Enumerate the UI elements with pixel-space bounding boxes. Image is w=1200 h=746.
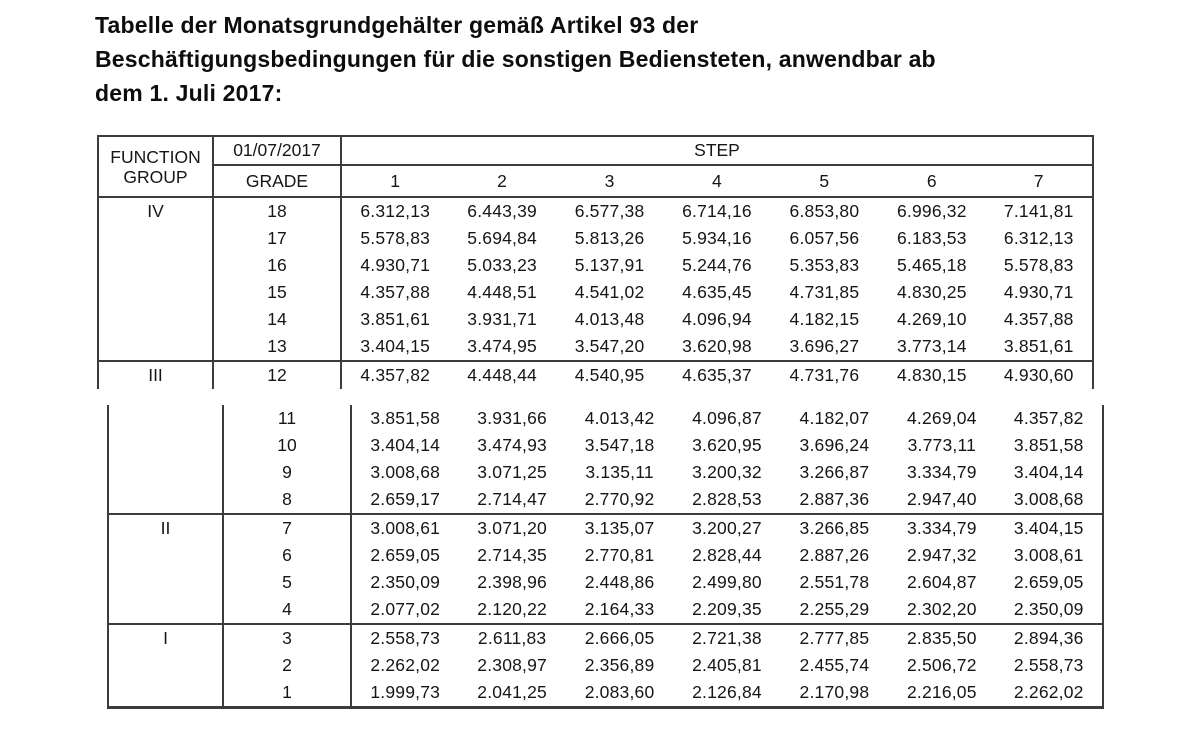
function-group-cell: [98, 306, 213, 333]
salary-cell: 3.200,32: [692, 462, 762, 482]
table-row: [98, 306, 1093, 333]
function-group-cell: [108, 679, 223, 708]
salary-cell: 3.200,27: [673, 514, 780, 542]
function-group-cell: [108, 405, 223, 432]
salary-cell: 2.262,02: [1013, 682, 1084, 702]
salary-cell: 3.474,93: [477, 435, 547, 455]
table-row: [108, 596, 1103, 624]
salary-cell: 2.455,74: [799, 655, 870, 675]
function-group-cell: [108, 596, 223, 624]
salary-cell: 4.830,25: [896, 282, 967, 302]
salary-cell: 3.404,15: [996, 514, 1103, 542]
table-row: [108, 405, 1103, 432]
grade-cell: 18: [213, 197, 341, 225]
function-group-cell: [108, 652, 223, 679]
step-header: STEP: [341, 136, 1093, 165]
salary-cell: 3.071,20: [458, 514, 565, 542]
grade-cell: 17: [213, 225, 341, 252]
salary-cell: 3.071,25: [477, 462, 547, 482]
step-6-header: 6: [878, 165, 985, 197]
salary-cell: 3.008,61: [1013, 545, 1084, 565]
salary-cell: 5.033,23: [467, 255, 537, 275]
salary-cell: 6.853,80: [789, 201, 860, 221]
salary-cell: 3.334,79: [888, 514, 995, 542]
salary-cell: 2.604,87: [906, 572, 977, 592]
grade-cell: 4: [223, 596, 351, 624]
salary-cell: 3.931,71: [467, 309, 537, 329]
salary-cell: 6.996,32: [896, 201, 967, 221]
step-2-header: 2: [448, 165, 555, 197]
salary-cell: 4.013,42: [584, 408, 655, 428]
grade-cell: 16: [213, 252, 341, 279]
salary-cell: 3.620,98: [682, 336, 752, 356]
salary-cell: 2.356,89: [584, 655, 655, 675]
function-group-line-2: GROUP: [123, 166, 188, 187]
salary-cell: 4.541,02: [574, 282, 645, 302]
salary-cell: 5.353,83: [789, 255, 860, 275]
salary-cell: 2.714,35: [477, 545, 547, 565]
grade-cell: 6: [223, 542, 351, 569]
grade-cell: 2: [223, 652, 351, 679]
function-group-cell: [108, 486, 223, 514]
salary-cell: 4.635,37: [663, 361, 770, 389]
grade-cell: 5: [223, 569, 351, 596]
date-header: 01/07/2017: [213, 136, 341, 165]
grade-header: GRADE: [213, 165, 341, 197]
salary-cell: 3.547,20: [574, 336, 645, 356]
table-row: [98, 333, 1093, 361]
salary-cell: 3.696,27: [789, 336, 860, 356]
salary-cell: 2.558,73: [1013, 655, 1084, 675]
salary-cell: 3.404,15: [360, 336, 431, 356]
salary-cell: 3.851,61: [360, 309, 431, 329]
salary-cell: 2.947,32: [906, 545, 977, 565]
salary-table-part-2: [107, 405, 1104, 709]
grade-cell: 12: [213, 361, 341, 389]
salary-cell: 3.135,11: [585, 462, 654, 482]
function-group-cell: I: [108, 624, 223, 652]
salary-cell: 4.357,82: [1013, 408, 1084, 428]
function-group-cell: [98, 333, 213, 361]
function-group-cell: [108, 459, 223, 486]
table-row: [108, 514, 1103, 542]
salary-cell: 2.558,73: [351, 624, 458, 652]
salary-cell: 3.008,68: [370, 462, 441, 482]
salary-table-part-1: [97, 135, 1094, 389]
salary-cell: 2.448,86: [584, 572, 655, 592]
salary-cell: 4.182,07: [799, 408, 870, 428]
grade-cell: 14: [213, 306, 341, 333]
salary-cell: 2.828,44: [692, 545, 762, 565]
salary-cell: 2.887,36: [799, 489, 870, 509]
header-row-1: [98, 136, 1093, 165]
function-group-header: [98, 136, 213, 197]
salary-cell: 2.506,72: [906, 655, 977, 675]
salary-cell: 4.830,15: [878, 361, 985, 389]
salary-cell: 6.443,39: [467, 201, 537, 221]
table-row: [108, 652, 1103, 679]
table-row: [108, 459, 1103, 486]
salary-cell: 2.659,05: [1013, 572, 1084, 592]
salary-cell: 2.216,05: [906, 682, 977, 702]
salary-cell: 2.714,47: [477, 489, 547, 509]
salary-cell: 4.731,85: [789, 282, 860, 302]
function-group-cell: II: [108, 514, 223, 542]
salary-cell: 3.851,61: [1003, 336, 1074, 356]
header-row-2: [98, 165, 1093, 197]
salary-cell: 4.448,51: [467, 282, 537, 302]
title-line-1: Tabelle der Monatsgrundgehälter gemäß Artikel 93 der: [95, 12, 699, 38]
salary-cell: 3.404,14: [1013, 462, 1084, 482]
grade-cell: 11: [223, 405, 351, 432]
salary-cell: 3.266,87: [799, 462, 870, 482]
grade-cell: 9: [223, 459, 351, 486]
salary-cell: 5.578,83: [360, 228, 431, 248]
salary-cell: 2.828,53: [692, 489, 762, 509]
salary-cell: 4.269,10: [896, 309, 967, 329]
salary-cell: 5.465,18: [896, 255, 967, 275]
salary-cell: 4.930,60: [986, 361, 1093, 389]
salary-cell: 2.262,02: [370, 655, 441, 675]
salary-cell: 4.182,15: [789, 309, 860, 329]
salary-cell: 4.448,44: [448, 361, 555, 389]
salary-cell: 2.835,50: [888, 624, 995, 652]
grade-cell: 15: [213, 279, 341, 306]
table-row: [108, 432, 1103, 459]
salary-cell: 2.350,09: [1013, 599, 1084, 619]
grade-cell: 13: [213, 333, 341, 361]
salary-cell: 3.135,07: [566, 514, 673, 542]
salary-cell: 7.141,81: [1003, 201, 1074, 221]
step-3-header: 3: [556, 165, 663, 197]
salary-cell: 2.120,22: [477, 599, 547, 619]
table-row: [108, 624, 1103, 652]
salary-cell: 6.057,56: [789, 228, 860, 248]
salary-cell: 4.635,45: [682, 282, 752, 302]
grade-cell: 10: [223, 432, 351, 459]
salary-cell: 6.714,16: [682, 201, 752, 221]
salary-cell: 2.611,83: [458, 624, 565, 652]
salary-cell: 2.350,09: [370, 572, 441, 592]
salary-cell: 4.930,71: [360, 255, 431, 275]
salary-cell: 2.551,78: [799, 572, 870, 592]
salary-cell: 3.773,14: [896, 336, 967, 356]
salary-cell: 2.170,98: [799, 682, 870, 702]
salary-cell: 2.887,26: [799, 545, 870, 565]
table-row: [98, 197, 1093, 225]
salary-cell: 5.244,76: [682, 255, 752, 275]
salary-cell: 2.126,84: [692, 682, 762, 702]
salary-table-part-2-body: [108, 405, 1103, 708]
salary-cell: 4.357,88: [360, 282, 431, 302]
salary-cell: 5.934,16: [682, 228, 752, 248]
salary-cell: 5.137,91: [574, 255, 645, 275]
salary-cell: 4.930,71: [1003, 282, 1074, 302]
salary-table-part-1-body: [98, 197, 1093, 389]
function-group-cell: [98, 279, 213, 306]
salary-cell: 2.777,85: [781, 624, 888, 652]
salary-cell: 2.894,36: [996, 624, 1103, 652]
salary-cell: 4.731,76: [771, 361, 878, 389]
grade-cell: 1: [223, 679, 351, 708]
function-group-cell: [108, 542, 223, 569]
salary-cell: 3.404,14: [370, 435, 441, 455]
salary-cell: 2.041,25: [477, 682, 547, 702]
function-group-cell: [108, 569, 223, 596]
salary-cell: 6.312,13: [360, 201, 431, 221]
salary-cell: 3.851,58: [1013, 435, 1084, 455]
salary-cell: 2.405,81: [692, 655, 762, 675]
title-line-3: dem 1. Juli 2017:: [95, 80, 283, 106]
salary-cell: 6.183,53: [896, 228, 967, 248]
salary-cell: 5.578,83: [1003, 255, 1074, 275]
salary-cell: 3.334,79: [906, 462, 977, 482]
salary-cell: 4.269,04: [906, 408, 977, 428]
function-group-line-1: FUNCTION: [110, 146, 201, 167]
salary-cell: 2.721,38: [673, 624, 780, 652]
salary-cell: 3.931,66: [477, 408, 547, 428]
salary-cell: 2.077,02: [370, 599, 441, 619]
function-group-cell: IV: [98, 197, 213, 225]
salary-cell: 1.999,73: [370, 682, 441, 702]
salary-cell: 2.666,05: [566, 624, 673, 652]
salary-cell: 2.302,20: [906, 599, 977, 619]
salary-cell: 3.773,11: [907, 435, 977, 455]
salary-cell: 3.008,68: [1013, 489, 1084, 509]
salary-cell: 3.696,24: [799, 435, 870, 455]
salary-cell: 3.474,95: [467, 336, 537, 356]
salary-cell: 3.266,85: [781, 514, 888, 542]
step-7-header: 7: [986, 165, 1093, 197]
document-title: [95, 8, 936, 110]
table-row: [108, 679, 1103, 708]
salary-cell: 4.013,48: [574, 309, 645, 329]
salary-cell: 5.694,84: [467, 228, 537, 248]
salary-cell: 5.813,26: [574, 228, 645, 248]
salary-cell: 4.540,95: [556, 361, 663, 389]
title-line-2: Beschäftigungsbedingungen für die sonstigen Bediensteten, anwendbar ab: [95, 46, 936, 72]
table-row: [108, 486, 1103, 514]
salary-cell: 2.499,80: [692, 572, 762, 592]
function-group-cell: [108, 432, 223, 459]
table-row: [98, 252, 1093, 279]
salary-cell: 2.659,17: [370, 489, 441, 509]
function-group-cell: [98, 225, 213, 252]
grade-cell: 8: [223, 486, 351, 514]
step-4-header: 4: [663, 165, 770, 197]
salary-cell: 2.659,05: [370, 545, 441, 565]
table-row: [98, 225, 1093, 252]
salary-cell: 6.312,13: [1003, 228, 1074, 248]
salary-cell: 6.577,38: [574, 201, 645, 221]
salary-cell: 2.255,29: [799, 599, 870, 619]
salary-cell: 3.851,58: [370, 408, 441, 428]
salary-cell: 2.770,92: [584, 489, 655, 509]
salary-cell: 2.164,33: [584, 599, 655, 619]
function-group-cell: [98, 252, 213, 279]
table-row: [98, 279, 1093, 306]
table-row: [98, 361, 1093, 389]
salary-cell: 2.308,97: [477, 655, 547, 675]
table-row: [108, 542, 1103, 569]
salary-cell: 4.357,82: [341, 361, 448, 389]
salary-cell: 2.209,35: [692, 599, 762, 619]
salary-cell: 2.398,96: [477, 572, 547, 592]
function-group-cell: III: [98, 361, 213, 389]
salary-cell: 2.947,40: [906, 489, 977, 509]
step-5-header: 5: [771, 165, 878, 197]
salary-cell: 2.083,60: [584, 682, 655, 702]
salary-cell: 3.008,61: [351, 514, 458, 542]
salary-cell: 4.096,87: [692, 408, 762, 428]
step-1-header: 1: [341, 165, 448, 197]
salary-cell: 4.096,94: [682, 309, 752, 329]
salary-cell: 3.547,18: [584, 435, 655, 455]
grade-cell: 3: [223, 624, 351, 652]
salary-cell: 2.770,81: [584, 545, 655, 565]
table-row: [108, 569, 1103, 596]
salary-cell: 4.357,88: [1003, 309, 1074, 329]
grade-cell: 7: [223, 514, 351, 542]
salary-cell: 3.620,95: [692, 435, 762, 455]
